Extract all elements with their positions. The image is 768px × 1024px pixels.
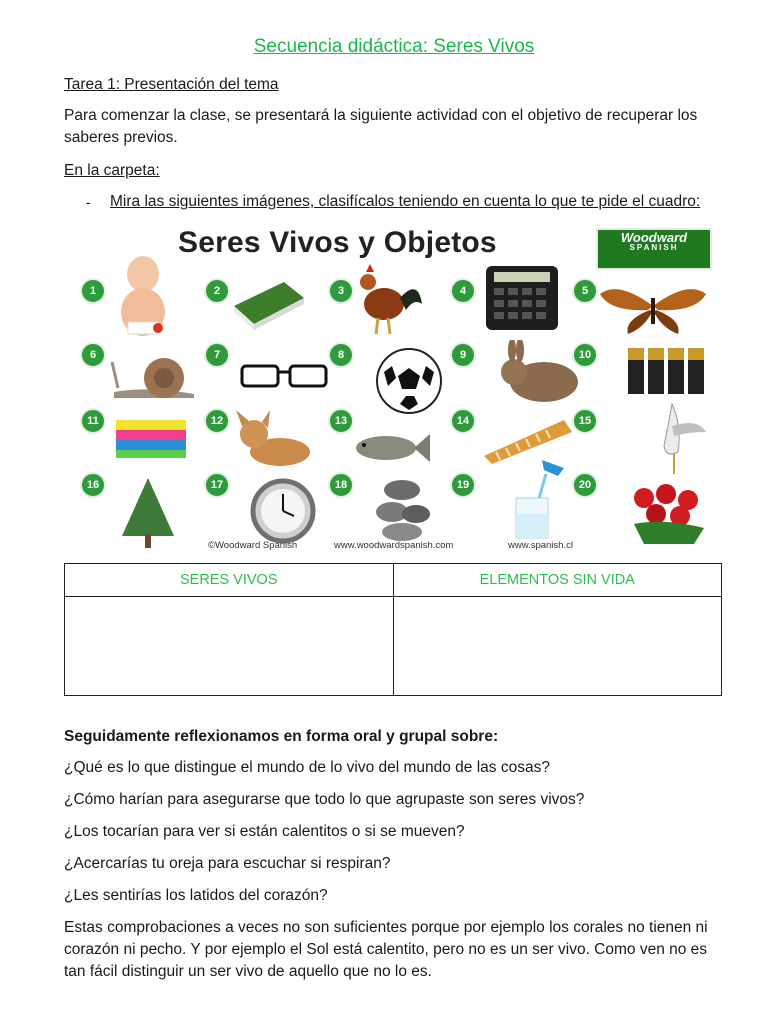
badge-19: 19 [450,472,476,498]
brand-line1: Woodward [620,230,688,245]
tree-image [118,474,178,550]
question-3: ¿Los tocarían para ver si están calentitos o si se mueven? [64,823,465,840]
folder-label: En la carpeta: [64,162,160,179]
badge-1: 1 [80,278,106,304]
calculator-image [482,262,562,334]
badge-10: 10 [572,342,598,368]
badge-5: 5 [572,278,598,304]
comb-image [480,412,576,464]
header-elementos-sin-vida: ELEMENTOS SIN VIDA [393,564,722,597]
credit-site-1: www.woodwardspanish.com [334,540,454,551]
seres-vivos-poster [78,222,718,554]
reflection-heading: Seguidamente reflexionamos en forma oral y grupal sobre: [64,728,499,745]
classification-table [64,563,722,696]
page-title: Secuencia didáctica: Seres Vivos [253,36,535,57]
question-4: ¿Acercarías tu oreja para escuchar si respiran? [64,855,391,872]
brand-logo [596,228,712,270]
badge-11: 11 [80,408,106,434]
badge-13: 13 [328,408,354,434]
badge-17: 17 [204,472,230,498]
intro-paragraph: Para comenzar la clase, se presentará la siguiente actividad con el objetivo de recuperar los saberes previos. [64,107,698,146]
badge-15: 15 [572,408,598,434]
seagull-image [638,396,708,480]
badge-9: 9 [450,342,476,368]
task-heading: Tarea 1: Presentación del tema [64,76,279,93]
badge-3: 3 [328,278,354,304]
snail-image [108,342,198,402]
poster-title: Seres Vivos y Objetos [178,226,497,259]
rabbit-image [494,340,584,406]
credit-copyright: ©Woodward Spanish [208,540,298,551]
badge-4: 4 [450,278,476,304]
rooster-image [348,258,428,338]
badge-7: 7 [204,342,230,368]
badge-6: 6 [80,342,106,368]
cell-elementos-sin-vida[interactable] [393,597,722,696]
water-glass-image [502,458,568,542]
glasses-image [236,358,336,392]
soccer-ball-image [374,346,444,416]
badge-18: 18 [328,472,354,498]
badge-12: 12 [204,408,230,434]
instruction-text: Mira las siguientes imágenes, clasifícalos teniendo en cuenta lo que te pide el cuadro: [110,193,701,210]
brand-line2: SPANISH [629,243,679,252]
butterfly-image [598,280,708,336]
highlighters-image [106,410,196,466]
question-1: ¿Qué es lo que distingue el mundo de lo vivo del mundo de las cosas? [64,759,550,776]
roses-image [624,484,714,548]
conclusion-paragraph: Estas comprobaciones a veces no son suficientes porque por ejemplo los corales no tienen ni corazón ni pecho. Y por ejemplo el Sol está calentito, pero no es un ser vivo. Como ven no es tan fácil distinguir un ser vivo de aquello que no lo es. [64,919,708,980]
credit-site-2: www.spanish.cl [508,540,573,551]
cell-seres-vivos[interactable] [65,597,394,696]
badge-20: 20 [572,472,598,498]
fish-image [348,428,432,468]
badge-14: 14 [450,408,476,434]
book-image [228,272,308,332]
dog-image [228,408,318,474]
batteries-image [626,340,710,396]
clock-image [248,476,318,546]
stones-image [372,474,436,544]
badge-8: 8 [328,342,354,368]
bullet-dash: - [86,194,91,210]
baby-image [108,252,178,342]
badge-16: 16 [80,472,106,498]
badge-2: 2 [204,278,230,304]
header-seres-vivos: SERES VIVOS [65,564,394,597]
question-5: ¿Les sentirías los latidos del corazón? [64,887,328,904]
question-2: ¿Cómo harían para asegurarse que todo lo que agrupaste son seres vivos? [64,791,585,808]
